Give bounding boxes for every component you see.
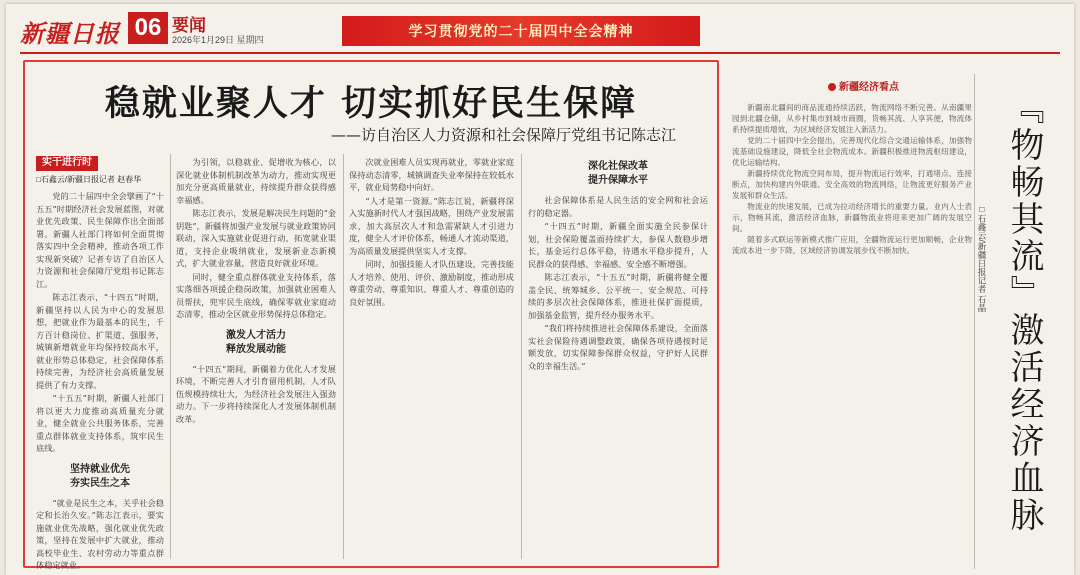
column-4-body xyxy=(528,194,708,372)
paragraph: 同时，健全重点群体就业支持体系，落实落细各项援企稳岗政策，加强就业困难人员帮扶，兜牢民生底线，确保零就业家庭动态清零，推动全区就业形势保持总体稳定。 xyxy=(176,271,336,319)
sidebar-byline: □石鑫云/新疆日报记者 石晶 xyxy=(977,204,987,313)
newspaper-page xyxy=(6,4,1074,575)
sidebar-divider xyxy=(974,74,975,569)
paragraph: 新疆持续优化物流空间布局，提升物流运行效率，打通堵点、连接断点，加快构建内外联通、安全高效的物流网络，让物流更好服务产业发展和群众生活。 xyxy=(732,169,972,200)
column-divider xyxy=(170,154,171,559)
column-3-body xyxy=(349,156,514,308)
sidebar-label-text: 新疆经济看点 xyxy=(839,82,899,93)
column-divider xyxy=(343,154,344,559)
issue-date: 2026年1月29日 星期四 xyxy=(172,35,264,45)
paragraph: 物流业的快速发展，已成为拉动经济增长的重要力量。业内人士表示，物畅其流，激活经济血脉，新疆物流业将迎来更加广阔的发展空间。 xyxy=(732,202,972,233)
article-column-4 xyxy=(528,156,708,561)
column-divider xyxy=(521,154,522,559)
column-1-tail: “就业是民生之本，关乎社会稳定和长治久安。”陈志江表示，要实施就业优先战略，强化就业优先政策，坚持在发展中扩大就业，推动高校毕业生、农村劳动力等重点群体稳定就业。 xyxy=(36,497,164,570)
paragraph: 党的二十届四中全会提出，完善现代化综合交通运输体系，加强物流基础设施建设，降低全社会物流成本。新疆积极推进物流枢纽建设，优化运输结构。 xyxy=(732,136,972,167)
paragraph: 党的二十届四中全会擘画了“十五五”时期经济社会发展蓝图，对就业优先政策、民生保障作出全面部署。新疆人社部门将如何全面贯彻落实四中全会精神，推动各项工作实现新突破？记者专访了自治区人力资源和社会保障厅党组书记陈志江。 xyxy=(36,191,164,289)
sidebar-body xyxy=(732,102,972,256)
paragraph: “人才是第一资源。”陈志江说，新疆将深入实施新时代人才强国战略，围绕产业发展需求，加大高层次人才和急需紧缺人才引进力度，健全人才评价体系，畅通人才流动渠道，为高质量发展提供坚实人才支撑。 xyxy=(349,195,514,256)
sidebar-label xyxy=(828,78,899,93)
article-column-2 xyxy=(176,156,336,561)
article-subheadline: ——访自治区人力资源和社会保障厅党组书记陈志江 xyxy=(330,126,676,144)
article-column-1 xyxy=(36,156,164,570)
paragraph: 社会保障体系是人民生活的安全网和社会运行的稳定器。 xyxy=(528,195,708,218)
masthead xyxy=(20,8,1060,50)
sidebar-vertical-title: 『物畅其流』激活经济血脉 xyxy=(1004,90,1044,534)
paragraph: 新疆南北疆间的商品流通持续活跃，物流网络不断完善。从南疆果园到北疆仓储，从乡村集市到城市商圈，货畅其流、人享其便，物流体系持续提质增效，为区域经济发展注入新活力。 xyxy=(732,103,972,134)
theme-banner: 学习贯彻党的二十届四中全会精神 xyxy=(342,16,700,46)
masthead-rule xyxy=(20,52,1060,54)
article-headline: 稳就业聚人才 切实抓好民生保障 xyxy=(104,84,638,124)
paragraph: 陈志江表示，“十五五”时期，新疆将健全覆盖全民、统筹城乡、公平统一、安全规范、可持续的多层次社会保障体系，推进社保扩面提质，加强基金监管，提升经办服务水平。 xyxy=(528,272,708,320)
paragraph: 次就业困难人员实现再就业，零就业家庭保持动态清零，城镇调查失业率保持在较低水平，就业局势稳中向好。 xyxy=(349,157,514,192)
paragraph: 同时，加强技能人才队伍建设，完善技能人才培养、使用、评价、激励制度，推动形成尊重劳动、尊重知识、尊重人才、尊重创造的良好氛围。 xyxy=(349,259,514,307)
newspaper-logo: 新疆日报 xyxy=(20,19,120,48)
article-byline: □石鑫云/新疆日报记者 赵春华 xyxy=(36,174,142,184)
column-2-body xyxy=(176,156,336,321)
paragraph: 随着多式联运等新模式推广应用，全疆物流运行更加顺畅，企业物流成本进一步下降，区域经济协调发展步伐不断加快。 xyxy=(732,235,972,255)
subheading-social-security: 深化社保改革 提升保障水平 xyxy=(588,161,648,186)
paragraph: 陈志江表示，“十四五”时期，新疆坚持以人民为中心的发展思想，把就业作为最基本的民生，千方百计稳岗位、扩渠道、强服务，城镇新增就业年均保持较高水平，就业形势总体稳定，社会保障体系持续完善，为经济社会高质量发展提供了有力支撑。 xyxy=(36,292,164,390)
section-title: 要闻 xyxy=(172,16,206,35)
section-tag: 实干进行时 xyxy=(36,156,98,171)
paragraph: 陈志江表示，发展是解决民生问题的“金钥匙”，新疆将加强产业发展与就业政策协同联动，深入实施就业促进行动，拓宽就业渠道，支持企业吸纳就业，发展新业态新模式，扩大就业容量，营造良好就业环境。 xyxy=(176,208,336,268)
page-number: 06 xyxy=(128,12,168,44)
column-2-tail: “十四五”期间，新疆着力优化人才发展环境，不断完善人才引育留用机制，人才队伍规模持续壮大，为经济社会发展注入强劲动力。下一步将持续深化人才发展体制机制改革。 xyxy=(176,363,336,424)
column-1-body xyxy=(36,190,164,455)
subheading-employment: 坚持就业优先 夯实民生之本 xyxy=(70,463,130,489)
article-column-3 xyxy=(349,156,514,561)
paragraph: 为引领，以稳就业、促增收为核心，以深化就业体制机制改革为动力，推动实现更加充分更高质量就业，持续提升群众获得感幸福感。 xyxy=(176,157,336,205)
paragraph: “十五五”时期，新疆人社部门将以更大力度推动高质量充分就业，健全就业公共服务体系，完善重点群体就业支持体系，筑牢民生底线。 xyxy=(36,393,164,453)
subheading-talent: 激发人才活力 释放发展动能 xyxy=(226,329,286,355)
paragraph: “我们将持续推进社会保障体系建设，全面落实社会保险待遇调整政策，确保各项待遇按时足额发放，切实保障参保群众权益，守护好人民群众的幸福生活。” xyxy=(528,323,708,371)
paragraph: “十四五”时期，新疆全面实施全民参保计划，社会保险覆盖面持续扩大，参保人数稳步增长，基金运行总体平稳，待遇水平稳步提升，人民群众的获得感、幸福感、安全感不断增强。 xyxy=(528,221,708,269)
bullet-icon xyxy=(828,83,836,91)
sidebar-article-body xyxy=(732,102,972,572)
